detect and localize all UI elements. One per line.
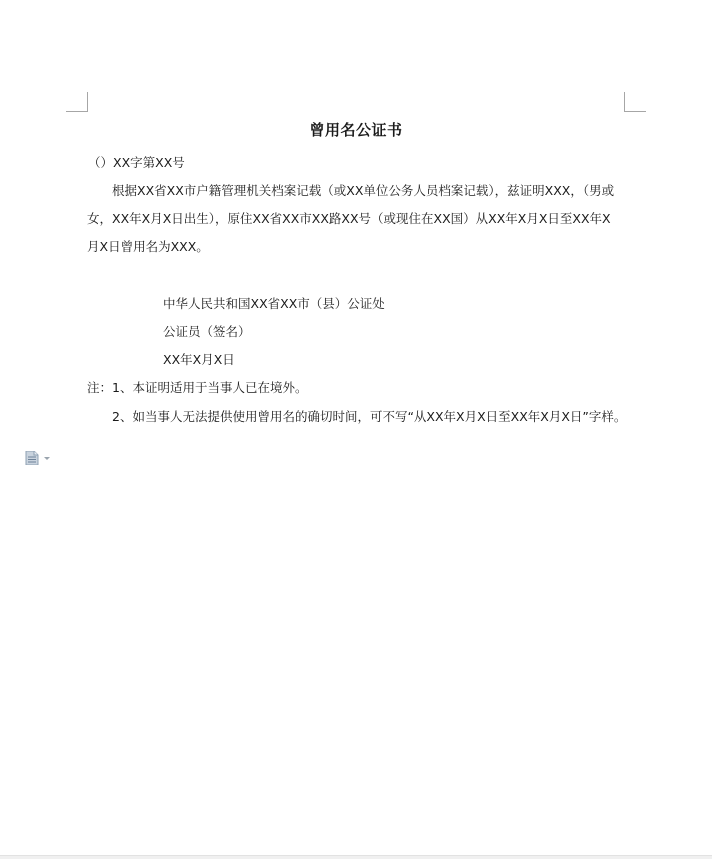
body-line-3: 月X日曾用名为XXX。 [87, 239, 209, 254]
document-number-line: （）XX字第XX号 [88, 155, 185, 170]
crop-mark-top-right [624, 92, 646, 112]
notary-signature-line: 公证员（签名） [163, 324, 251, 339]
document-paste-options-icon[interactable] [25, 450, 51, 464]
crop-mark-top-left [66, 92, 88, 112]
notary-office-line: 中华人民共和国XX省XX市（县）公证处 [163, 296, 385, 311]
note-line-2: 2、如当事人无法提供使用曾用名的确切时间，可不写“从XX年X月X日至XX年X月X日”字样。 [112, 409, 627, 424]
document-title: 曾用名公证书 [309, 121, 403, 139]
date-line: XX年X月X日 [163, 352, 235, 367]
bottom-divider [0, 855, 712, 859]
body-line-1: 根据XX省XX市户籍管理机关档案记载（或XX单位公务人员档案记载），兹证明XXX，（男或 [112, 183, 615, 198]
body-line-2: 女，XX年X月X日出生），原住XX省XX市XX路XX号（或现住在XX国）从XX年X月X日至XX年X [87, 211, 611, 226]
note-line-1: 注：1、本证明适用于当事人已在境外。 [87, 380, 308, 395]
